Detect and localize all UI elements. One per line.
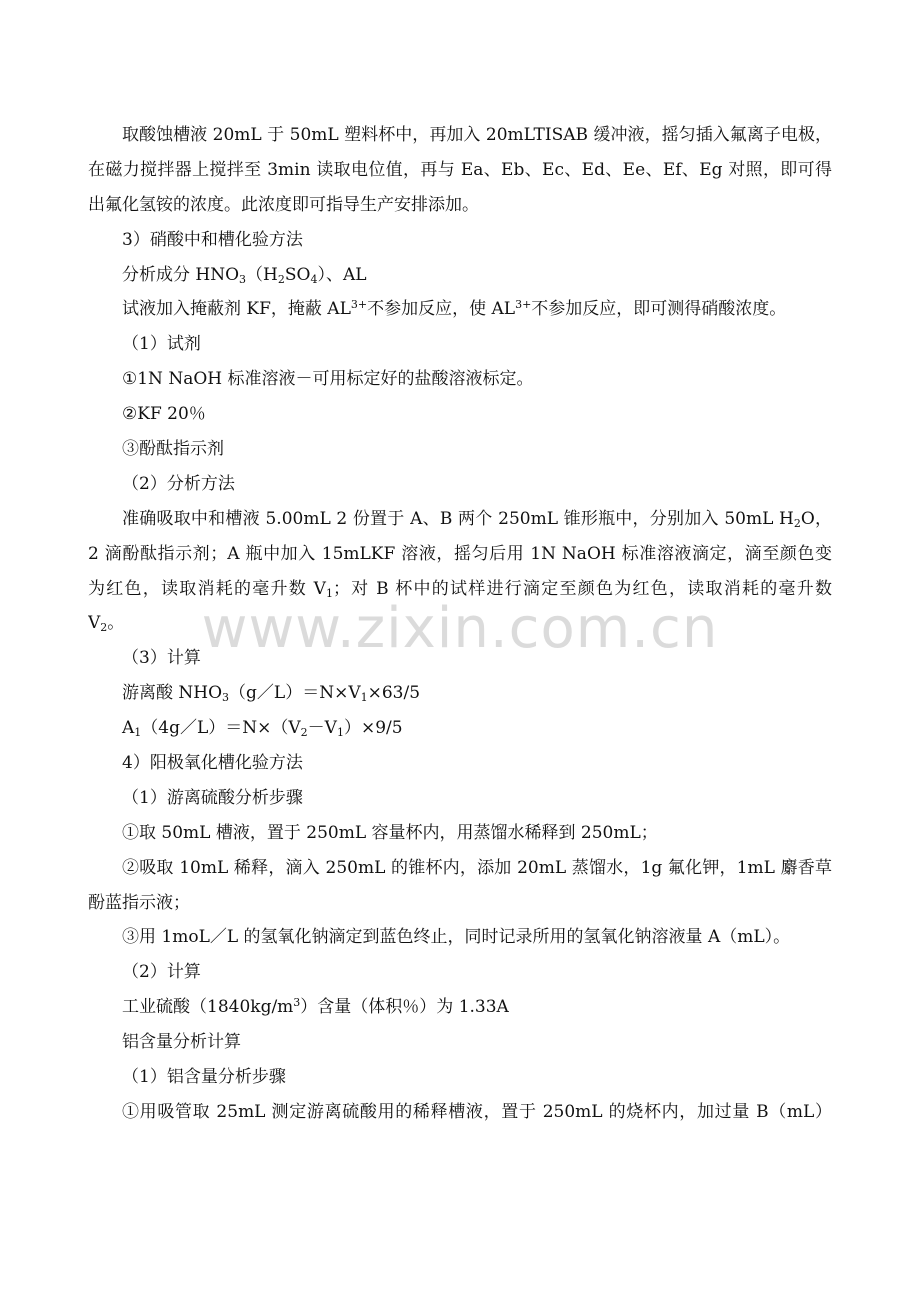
subscript: 1 [336, 726, 344, 740]
paragraph-line [88, 502, 832, 537]
paragraph-line [88, 572, 832, 607]
text-span: SO [284, 264, 311, 285]
text-span: O， [800, 508, 832, 529]
formula-line [88, 990, 832, 1025]
section-heading: 3）硝酸中和槽化验方法 [122, 229, 303, 250]
text-span: 不参加反应，使 AL [367, 299, 516, 320]
text-span: 分析成分 HNO [122, 264, 240, 285]
paragraph-line [88, 292, 832, 327]
section-heading: 铝含量分析计算 [122, 1032, 241, 1053]
subsection-heading: （2）分析方法 [122, 473, 235, 494]
text-span: （g／L）＝N×V [229, 683, 361, 704]
subscript: 2 [277, 272, 285, 286]
watermark-text: www.zixin.com.cn [201, 596, 719, 661]
text-span: 。 [107, 613, 125, 634]
subscript: 4 [310, 272, 318, 286]
text-span: 工业硫酸（1840kg/m [122, 997, 294, 1018]
text-span: －V [307, 718, 337, 739]
text-span: ）×9/5 [343, 718, 403, 739]
list-item: ①1N NaOH 标准溶液－可用标定好的盐酸溶液标定。 [122, 369, 534, 390]
paragraph-line: 2 滴酚酞指示剂；A 瓶中加入 15mLKF 溶液，摇匀后用 1N NaOH 标准溶液滴定，滴至颜色变 [88, 543, 832, 564]
formula-line [88, 711, 832, 746]
paragraph-line: 取酸蚀槽液 20mL 于 50mL 塑料杯中，再加入 20mLTISAB 缓冲液，摇匀插入氟离子电极， [122, 125, 832, 145]
list-item: ①用吸管取 25mL 测定游离硫酸用的稀释槽液，置于 250mL 的烧杯内，加过量 B（mL） [122, 1101, 832, 1122]
text-span: 为红色，读取消耗的毫升数 V [88, 578, 326, 599]
subscript: 3 [239, 272, 247, 286]
superscript: 3+ [515, 298, 532, 312]
text-span: V [88, 613, 101, 634]
text-span: 不参加反应，即可测得硝酸浓度。 [531, 299, 787, 320]
subsection-heading: （2）计算 [122, 962, 201, 983]
subscript: 2 [100, 621, 108, 635]
text-span: ×63/5 [367, 683, 421, 704]
paragraph-line [88, 606, 832, 641]
subscript: 2 [300, 726, 308, 740]
document-body [88, 118, 832, 1130]
list-item: ②吸取 10mL 稀释，滴入 250mL 的锥杯内，添加 20mL 蒸馏水，1g 氟化钾，1mL 麝香草 [122, 857, 832, 878]
superscript: 3 [293, 996, 301, 1010]
text-span: ）、AL [317, 264, 367, 285]
section-heading: 4）阳极氧化槽化验方法 [122, 753, 303, 774]
text-span: ；对 B 杯中的试样进行滴定至颜色为红色，读取消耗的毫升数 [332, 578, 832, 599]
subscript: 3 [222, 691, 230, 705]
list-item: ③用 1moL／L 的氢氧化钠滴定到蓝色终止，同时记录所用的氢氧化钠溶液量 A（mL）。 [122, 927, 791, 948]
text-span: 游离酸 NHO [122, 683, 223, 704]
subsection-heading: （1）试剂 [122, 334, 201, 355]
paragraph-line: 在磁力搅拌器上搅拌至 3min 读取电位值，再与 Ea、Eb、Ec、Ed、Ee、Ef、Eg 对照，即可得 [88, 159, 832, 180]
subscript: 1 [134, 726, 142, 740]
text-span: ）含量（体积％）为 1.33A [300, 997, 509, 1018]
paragraph-line: 酚蓝指示液； [88, 892, 190, 913]
text-span: 准确吸取中和槽液 5.00mL 2 份置于 A、B 两个 250mL 锥形瓶中，分别加入 50mL H [122, 508, 794, 529]
superscript: 3+ [350, 298, 368, 312]
subsection-heading: （3）计算 [122, 648, 201, 669]
list-item: ①取 50mL 槽液，置于 250mL 容量杯内，用蒸馏水稀释到 250mL； [122, 822, 658, 843]
list-item: ③酚酞指示剂 [122, 439, 224, 460]
text-span: A [122, 718, 135, 739]
subscript: 2 [793, 516, 801, 530]
paragraph-line [88, 258, 832, 293]
text-span: （H [246, 264, 278, 285]
paragraph-line: 出氟化氢铵的浓度。此浓度即可指导生产安排添加。 [88, 194, 479, 215]
text-span: 试液加入掩蔽剂 KF，掩蔽 AL [122, 299, 351, 320]
subscript: 1 [325, 586, 333, 600]
text-span: （4g／L）＝N×（V [141, 718, 301, 739]
subscript: 1 [360, 691, 368, 705]
formula-line [88, 676, 832, 711]
subsection-heading: （1）铝含量分析步骤 [122, 1067, 286, 1088]
list-item: ②KF 20％ [122, 404, 206, 425]
subsection-heading: （1）游离硫酸分析步骤 [122, 787, 303, 808]
